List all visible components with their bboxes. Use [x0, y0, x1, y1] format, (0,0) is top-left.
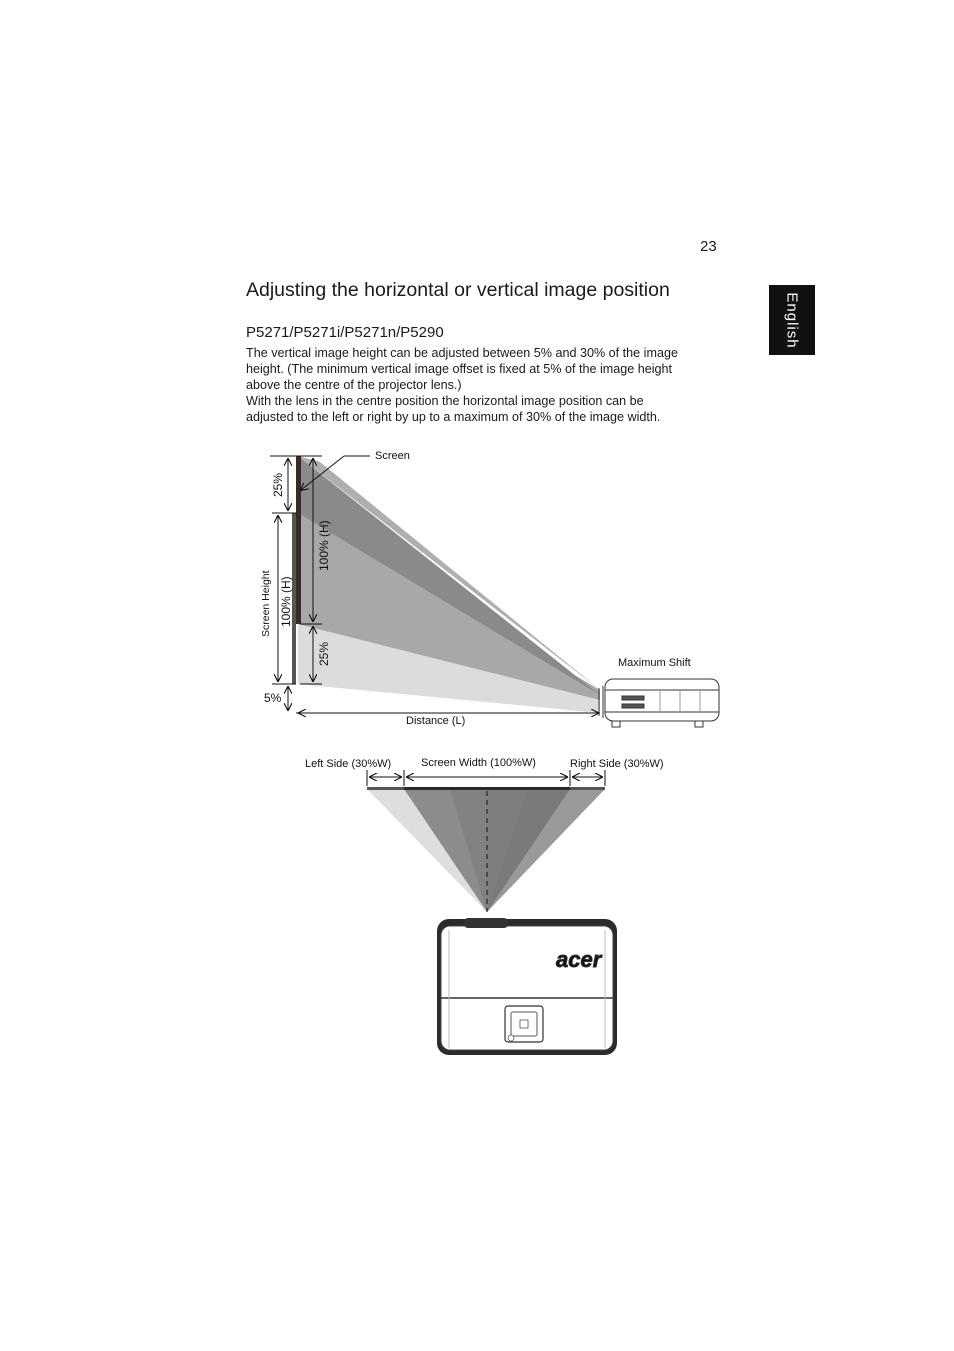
right-side-label: Right Side (30%W)	[570, 758, 664, 770]
height-label-right: 100% (H)	[317, 520, 331, 571]
brand-logo: acer	[556, 947, 602, 972]
paragraph-line: height. (The minimum vertical image offset is fixed at 5% of the image height	[246, 362, 673, 376]
bottom-offset-label: 25%	[317, 641, 331, 666]
paragraph-line: adjusted to the left or right by up to a maximum of 30% of the image width.	[246, 410, 661, 424]
paragraph-line: The vertical image height can be adjusted between 5% and 30% of the image	[246, 346, 678, 360]
height-label-left: 100% (H)	[279, 576, 293, 627]
distance-label: Distance (L)	[406, 715, 466, 727]
paragraph-line: above the centre of the projector lens.)	[246, 378, 462, 392]
screen-height-label: Screen Height	[260, 570, 272, 637]
max-shift-label: Maximum Shift	[618, 657, 691, 669]
page-number: 23	[700, 238, 717, 255]
language-tab-label: English	[783, 291, 801, 349]
screen-center-bar	[404, 787, 570, 790]
section-heading: Adjusting the horizontal or vertical image position	[246, 279, 670, 301]
model-subheading: P5271/P5271i/P5271n/P5290	[246, 324, 444, 341]
projector-top-icon	[437, 918, 617, 1055]
paragraph-line: With the lens in the centre position the horizontal image position can be	[246, 394, 644, 408]
lens-offset-label: 5%	[264, 691, 282, 705]
left-side-label: Left Side (30%W)	[305, 758, 392, 770]
screen-width-label: Screen Width (100%W)	[421, 757, 536, 769]
screen-label: Screen	[375, 450, 410, 462]
top-offset-label: 25%	[271, 472, 285, 497]
